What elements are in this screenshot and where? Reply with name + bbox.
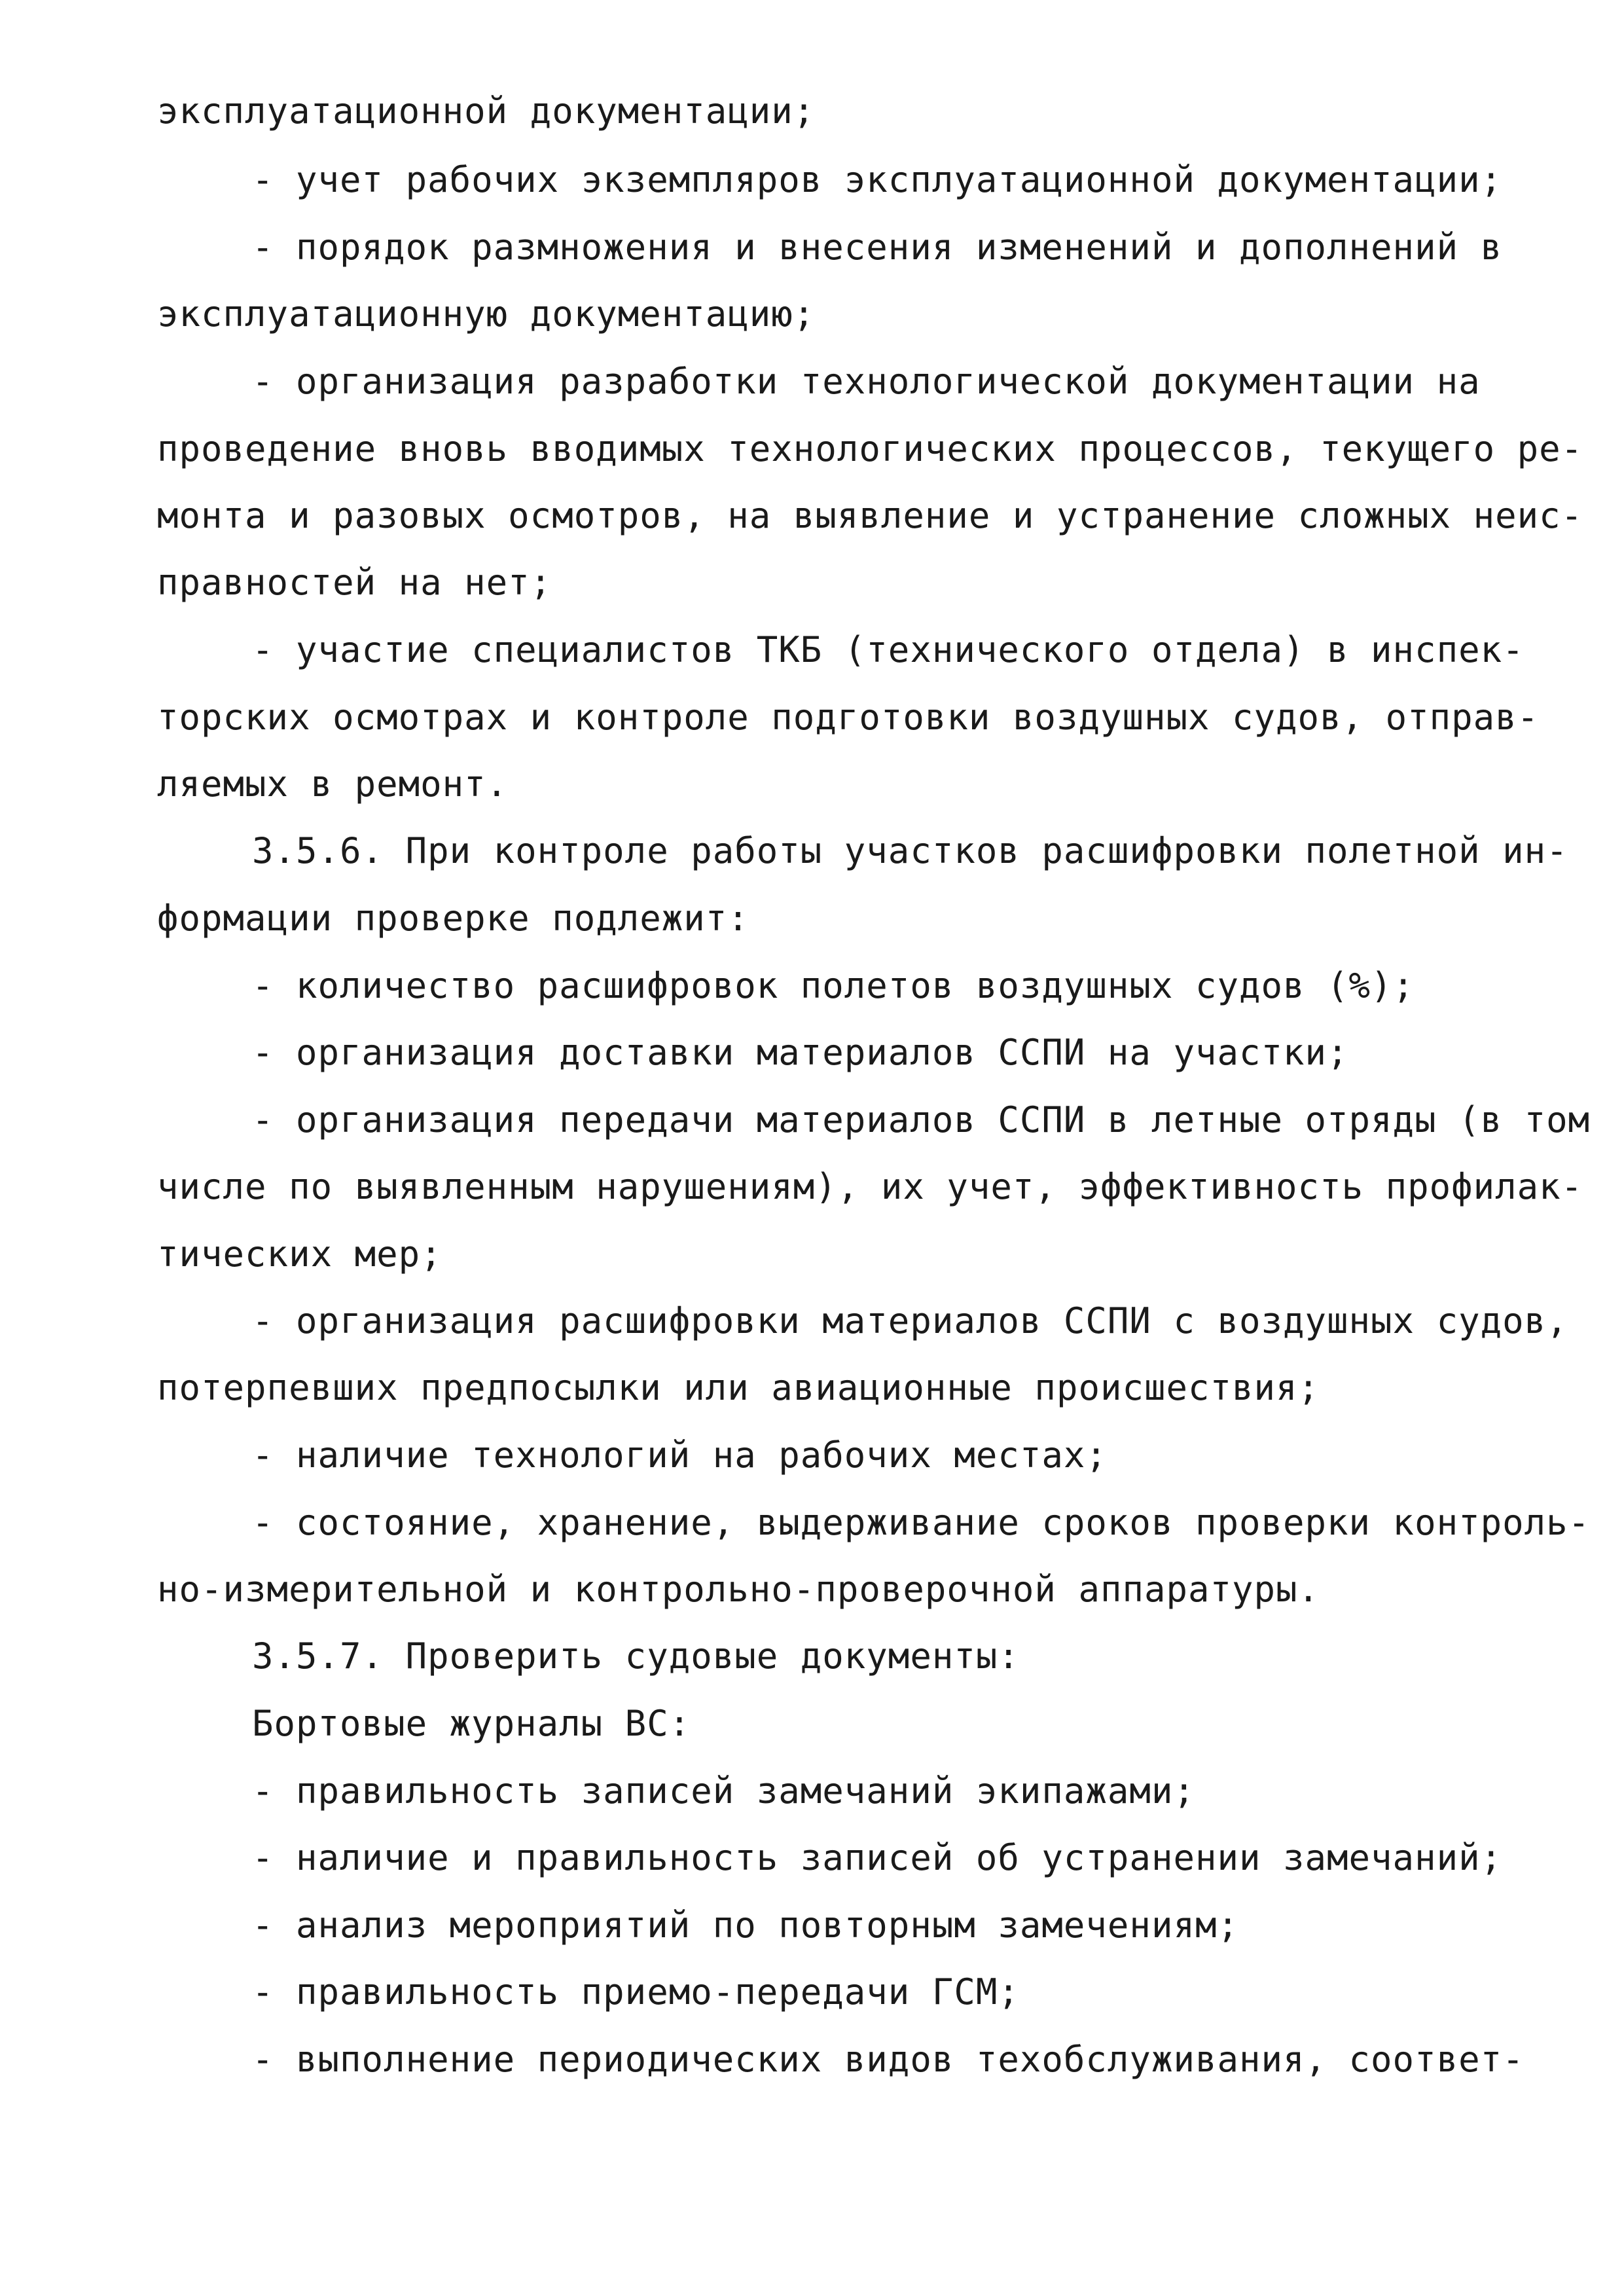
text-line: проведение вновь вводимых технологических процессов, текущего ре- bbox=[157, 428, 1583, 469]
text-line: - наличие технологий на рабочих местах; bbox=[252, 1434, 1108, 1476]
text-line: - участие специалистов ТКБ (технического отдела) в инспек- bbox=[252, 629, 1525, 670]
text-line: - организация передачи материалов ССПИ в летные отряды (в том bbox=[252, 1099, 1591, 1140]
text-line: но-измерительной и контрольно-проверочной аппаратуры. bbox=[157, 1569, 1320, 1610]
text-line: Бортовые журналы ВС: bbox=[252, 1703, 691, 1744]
text-line: - организация разработки технологической документации на bbox=[252, 361, 1481, 402]
text-line: - организация доставки материалов ССПИ на участки; bbox=[252, 1032, 1349, 1073]
text-line: тических мер; bbox=[157, 1233, 442, 1275]
text-line: - правильность приемо-передачи ГСМ; bbox=[252, 1971, 1020, 2013]
text-line: потерпевших предпосылки или авиационные происшествия; bbox=[157, 1367, 1320, 1408]
text-line: - учет рабочих экземпляров эксплуатационной документации; bbox=[252, 159, 1503, 200]
text-line: - наличие и правильность записей об устранении замечаний; bbox=[252, 1837, 1503, 1878]
text-line: - выполнение периодических видов техобслуживания, соответ- bbox=[252, 2039, 1525, 2080]
text-line: - анализ мероприятий по повторным замечениям; bbox=[252, 1904, 1239, 1946]
text-line: ляемых в ремонт. bbox=[157, 763, 509, 805]
section-heading: 3.5.6. При контроле работы участков расшифровки полетной ин- bbox=[252, 830, 1568, 871]
text-line: - организация расшифровки материалов ССПИ с воздушных судов, bbox=[252, 1300, 1568, 1341]
text-line: формации проверке подлежит: bbox=[157, 898, 749, 939]
text-line: числе по выявленным нарушениям), их учет, эффективность профилак- bbox=[157, 1166, 1583, 1207]
text-line: эксплуатационной документации; bbox=[157, 90, 816, 132]
text-line: - правильность записей замечаний экипажами; bbox=[252, 1770, 1195, 1812]
text-line: торских осмотрах и контроле подготовки воздушных судов, отправ- bbox=[157, 697, 1540, 738]
text-line: - количество расшифровок полетов воздушных судов (%); bbox=[252, 965, 1415, 1006]
text-line: - состояние, хранение, выдерживание сроков проверки контроль- bbox=[252, 1502, 1591, 1543]
text-line: эксплуатационную документацию; bbox=[157, 293, 816, 335]
section-heading: 3.5.7. Проверить судовые документы: bbox=[252, 1635, 1020, 1677]
text-line: монта и разовых осмотров, на выявление и устранение сложных неис- bbox=[157, 495, 1583, 536]
text-line: правностей на нет; bbox=[157, 562, 552, 603]
text-line: - порядок размножения и внесения изменений и дополнений в bbox=[252, 227, 1503, 268]
